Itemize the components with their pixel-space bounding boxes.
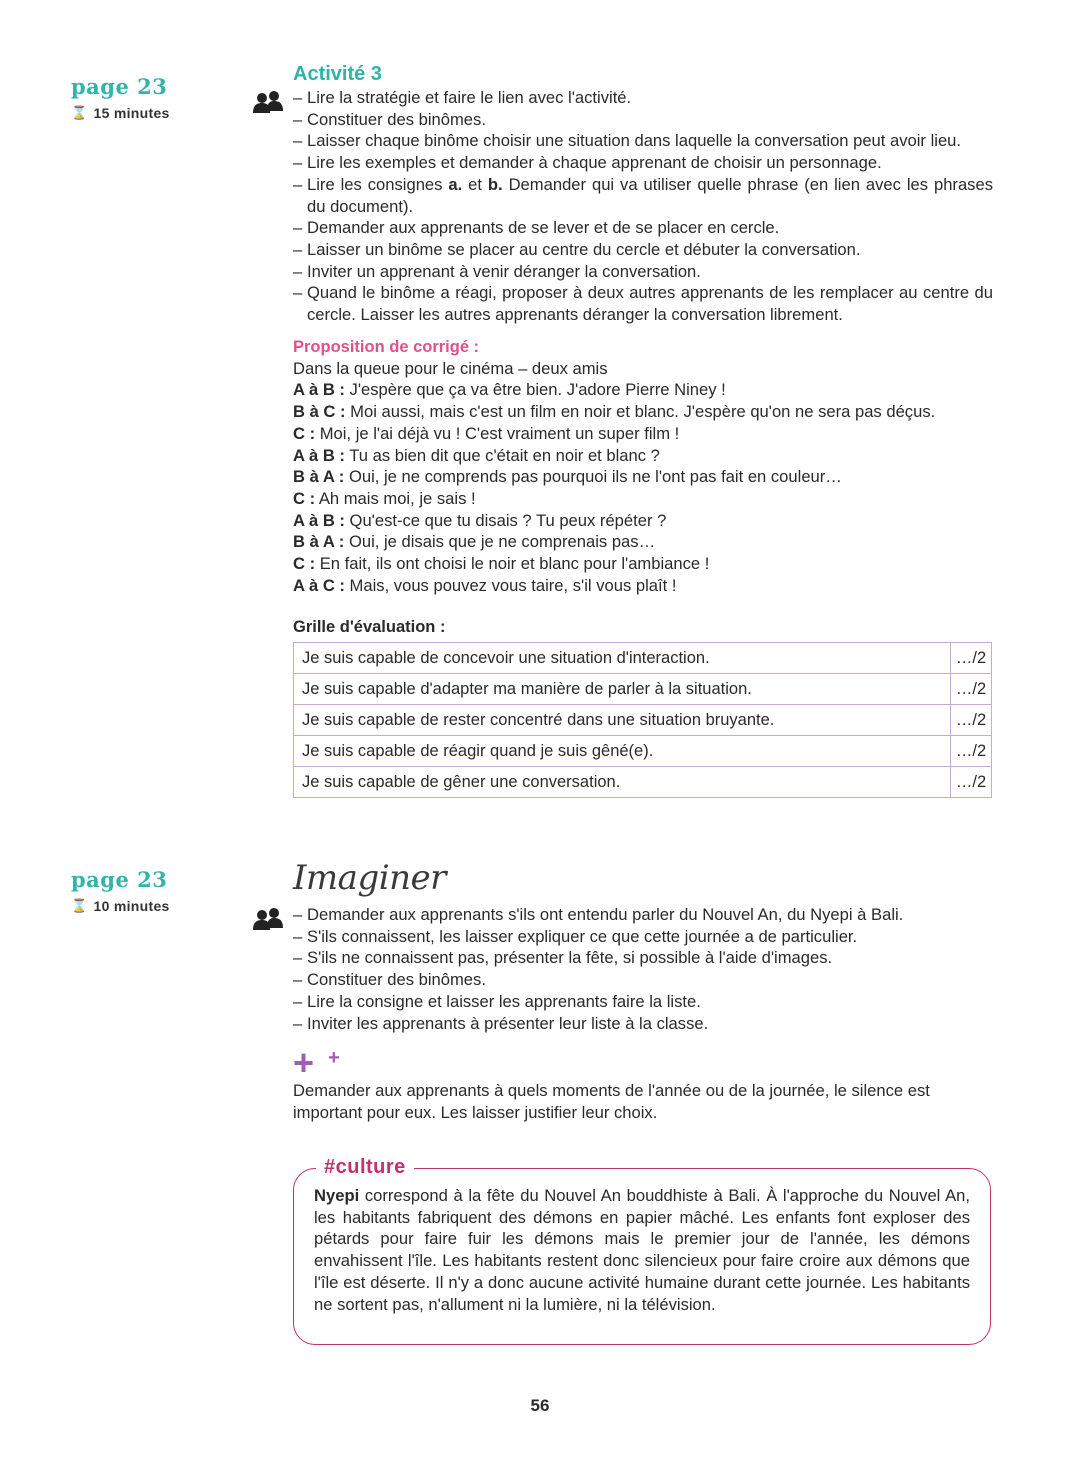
speaker: C :	[293, 554, 316, 574]
table-row	[294, 736, 992, 767]
section-title: Imaginer	[293, 858, 446, 898]
score: …/2	[951, 767, 992, 798]
line-text: Ah mais moi, je sais !	[315, 488, 476, 508]
group-icon	[253, 908, 283, 932]
imaginer-steps	[293, 904, 993, 1034]
step-text: et	[462, 174, 488, 194]
hourglass-icon: ⌛	[71, 898, 88, 913]
correction-title: Proposition de corrigé :	[293, 337, 480, 356]
culture-body: correspond à la fête du Nouvel An bouddhiste à Bali. À l'approche du Nouvel An, les habitants fabriquent des démons en papier mâché. Les enfants font exploser des pétards pour faire fuir les démons mais le premier jour de l'année, les démons envahissent l'île. Les habitants restent donc silencieux pour faire croire aux démons que l'île est déserte. Il n'y a donc aucune activité humaine durant cette journée. Les habitants ne sortent pas, n'allument ni la lumière, ni la télévision.	[314, 1186, 970, 1314]
step: – Demander aux apprenants de se lever et de se placer en cercle.	[293, 217, 993, 239]
step: – Constituer des binômes.	[293, 109, 993, 131]
speaker: A à C :	[293, 575, 345, 595]
consigne-b: b.	[487, 174, 503, 194]
section2-meta	[71, 867, 251, 914]
extra-activity-text: Demander aux apprenants à quels moments de l'année ou de la journée, le silence est important pour eux. Les laisser justifier leur choix.	[293, 1081, 930, 1122]
line-text: Mais, vous pouvez vous taire, s'il vous plaît !	[344, 575, 677, 595]
line-text: Moi, je l'ai déjà vu ! C'est vraiment un super film !	[315, 423, 680, 443]
step: – Inviter un apprenant à venir déranger la conversation.	[293, 261, 993, 283]
dialog-line	[293, 531, 993, 553]
activity-steps	[293, 87, 993, 326]
evaluation-grid-title: Grille d'évaluation :	[293, 618, 446, 637]
dialog-context: Dans la queue pour le cinéma – deux amis	[293, 358, 608, 378]
dialog-line	[293, 466, 993, 488]
score: …/2	[951, 674, 992, 705]
step: – Lire la stratégie et faire le lien avec l'activité.	[293, 87, 993, 109]
criterion: Je suis capable d'adapter ma manière de parler à la situation.	[294, 674, 951, 705]
correction-dialog	[293, 358, 993, 597]
line-text: J'espère que ça va être bien. J'adore Pierre Niney !	[344, 380, 726, 400]
line-text: En fait, ils ont choisi le noir et blanc pour l'ambiance !	[315, 554, 710, 574]
step-text: Demander qui va utiliser quelle phrase (en lien avec les phrases du document).	[307, 174, 994, 216]
criterion: Je suis capable de gêner une conversation.	[294, 767, 951, 798]
speaker: B à C :	[293, 402, 346, 422]
step: – S'ils connaissent, les laisser expliquer ce que cette journée a de particulier.	[293, 926, 993, 948]
activity-title: Activité 3	[293, 63, 382, 85]
speaker: B à A :	[293, 467, 345, 487]
consigne-a: a.	[448, 174, 463, 194]
duration-label: 15 minutes	[93, 105, 170, 121]
culture-tag: #culture	[316, 1154, 414, 1180]
activity-3-section	[293, 61, 993, 798]
big-plus-icon: +	[293, 1042, 315, 1084]
page-reference: page 23	[71, 867, 168, 892]
duration	[71, 898, 251, 914]
page-number: 56	[530, 1396, 550, 1415]
dialog-line	[293, 510, 993, 532]
culture-text	[314, 1185, 970, 1315]
score: …/2	[951, 643, 992, 674]
step: – S'ils ne connaissent pas, présenter la fête, si possible à l'aide d'images.	[293, 947, 993, 969]
dialog-line	[293, 445, 993, 467]
section1-meta	[71, 74, 251, 121]
step: – Inviter les apprenants à présenter leur liste à la classe.	[293, 1013, 993, 1035]
step: – Laisser chaque binôme choisir une situation dans laquelle la conversation peut avoir lieu.	[293, 130, 993, 152]
duration	[71, 105, 251, 121]
page-reference: page 23	[71, 74, 168, 99]
step: – Lire les exemples et demander à chaque apprenant de choisir un personnage.	[293, 152, 993, 174]
line-text: Oui, je disais que je ne comprenais pas…	[344, 532, 656, 552]
speaker: B à A :	[293, 532, 345, 552]
plus-plus-icon	[293, 1042, 993, 1084]
criterion: Je suis capable de rester concentré dans une situation bruyante.	[294, 705, 951, 736]
evaluation-grid	[293, 642, 992, 798]
step: – Constituer des binômes.	[293, 969, 993, 991]
step: – Demander aux apprenants s'ils ont entendu parler du Nouvel An, du Nyepi à Bali.	[293, 904, 993, 926]
culture-box	[293, 1156, 991, 1345]
table-row	[294, 643, 992, 674]
culture-keyword: Nyepi	[314, 1186, 360, 1205]
group-icon	[253, 91, 283, 115]
criterion: Je suis capable de réagir quand je suis gêné(e).	[294, 736, 951, 767]
speaker: C :	[293, 488, 316, 508]
dialog-line	[293, 553, 993, 575]
dialog-line	[293, 488, 993, 510]
dialog-line	[293, 401, 993, 423]
step: – Quand le binôme a réagi, proposer à deux autres apprenants de les remplacer au centre du cercle. Laisser les autres apprenants déranger la conversation librement.	[293, 282, 993, 325]
speaker: A à B :	[293, 380, 345, 400]
criterion: Je suis capable de concevoir une situation d'interaction.	[294, 643, 951, 674]
speaker: C :	[293, 423, 316, 443]
dialog-line	[293, 575, 993, 597]
hourglass-icon: ⌛	[71, 105, 88, 120]
speaker: A à B :	[293, 510, 345, 530]
step-text: Lire les consignes	[307, 174, 449, 194]
score: …/2	[951, 736, 992, 767]
step: – Lire la consigne et laisser les apprenants faire la liste.	[293, 991, 993, 1013]
step-consignes	[293, 174, 993, 217]
dialog-line	[293, 423, 993, 445]
imaginer-section	[293, 858, 993, 1124]
table-row	[294, 767, 992, 798]
small-plus-icon: +	[328, 1047, 340, 1070]
score: …/2	[951, 705, 992, 736]
table-row	[294, 705, 992, 736]
dialog-line	[293, 379, 993, 401]
line-text: Tu as bien dit que c'était en noir et blanc ?	[344, 445, 660, 465]
duration-label: 10 minutes	[93, 898, 170, 914]
step: – Laisser un binôme se placer au centre du cercle et débuter la conversation.	[293, 239, 993, 261]
line-text: Moi aussi, mais c'est un film en noir et blanc. J'espère qu'on ne sera pas déçus.	[345, 402, 936, 422]
line-text: Qu'est-ce que tu disais ? Tu peux répéter ?	[344, 510, 667, 530]
line-text: Oui, je ne comprends pas pourquoi ils ne l'ont pas fait en couleur…	[344, 467, 842, 487]
speaker: A à B :	[293, 445, 345, 465]
table-row	[294, 674, 992, 705]
